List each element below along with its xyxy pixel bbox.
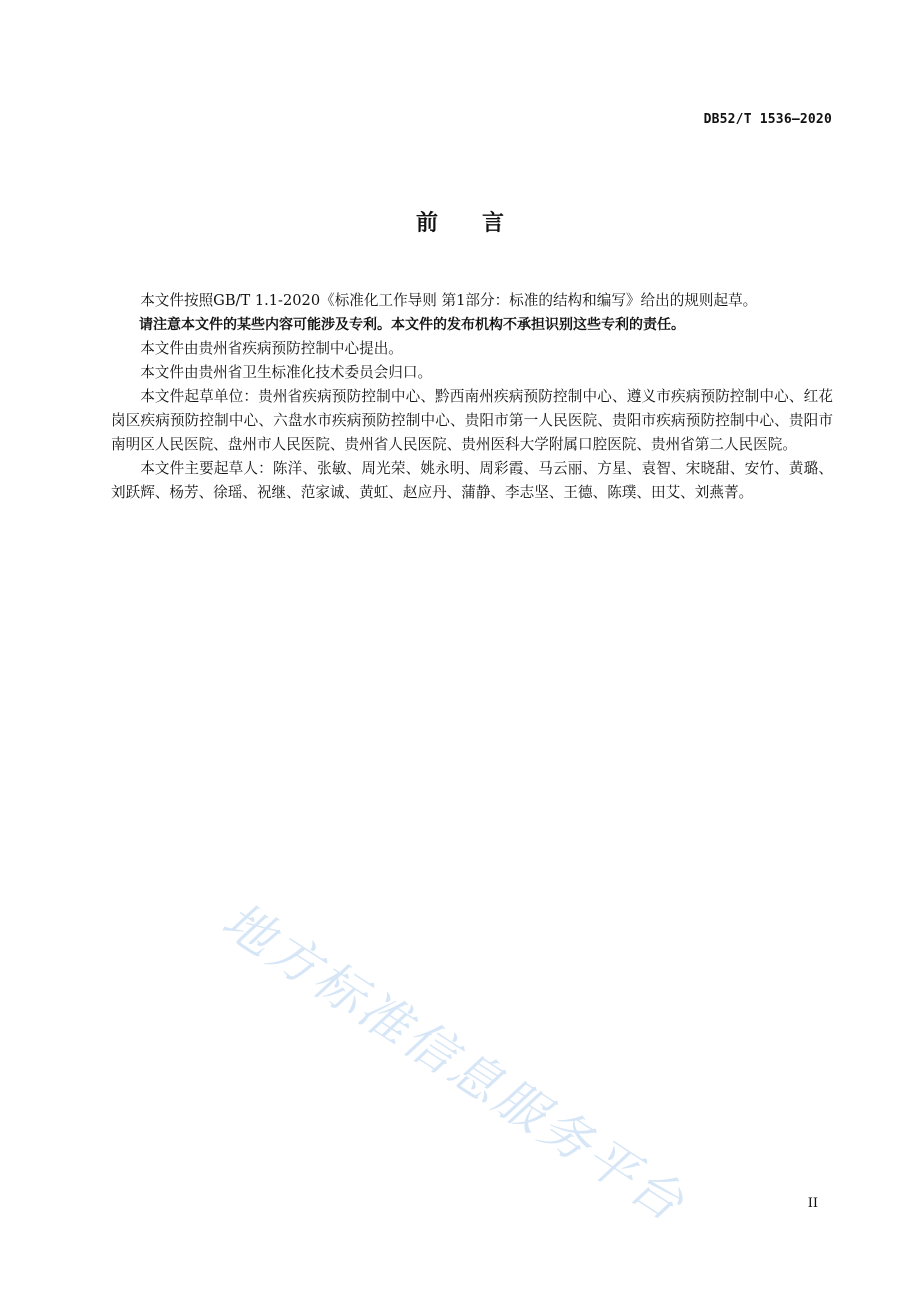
drafters-paragraph: 本文件主要起草人：陈洋、张敏、周光荣、姚永明、周彩霞、马云丽、方星、袁智、宋晓甜、安竹、黄璐、刘跃辉、杨芳、徐瑶、祝继、范家诚、黄虹、赵应丹、蒲静、李志坚、王德、陈璞、田艾、刘燕菁。 [111, 460, 833, 501]
proposer-paragraph: 本文件由贵州省疾病预防控制中心提出。 [140, 340, 403, 357]
page-number: II [807, 1196, 818, 1211]
committee-paragraph: 本文件由贵州省卫生标准化技术委员会归口。 [140, 364, 433, 381]
watermark: 地方标准信息服务平台 [212, 891, 697, 1234]
page-title: 前言 [415, 211, 548, 236]
drafting-units-paragraph: 本文件起草单位：贵州省疾病预防控制中心、黔西南州疾病预防控制中心、遵义市疾病预防控制中心、红花岗区疾病预防控制中心、六盘水市疾病预防控制中心、贵阳市第一人民医院、贵阳市疾病预防控制中心、贵阳市南明区人民医院、盘州市人民医院、贵州省人民医院、贵州医科大学附属口腔医院、贵州省第二人民医院。 [111, 388, 833, 453]
preface-body [111, 289, 833, 505]
drafting-rules-paragraph: 本文件按照GB/T 1.1-2020《标准化工作导则 第1部分：标准的结构和编写》给出的规则起草。 [140, 292, 758, 309]
document-code: DB52/T 1536—2020 [703, 112, 832, 127]
patent-notice-paragraph: 请注意本文件的某些内容可能涉及专利。本文件的发布机构不承担识别这些专利的责任。 [139, 317, 685, 333]
